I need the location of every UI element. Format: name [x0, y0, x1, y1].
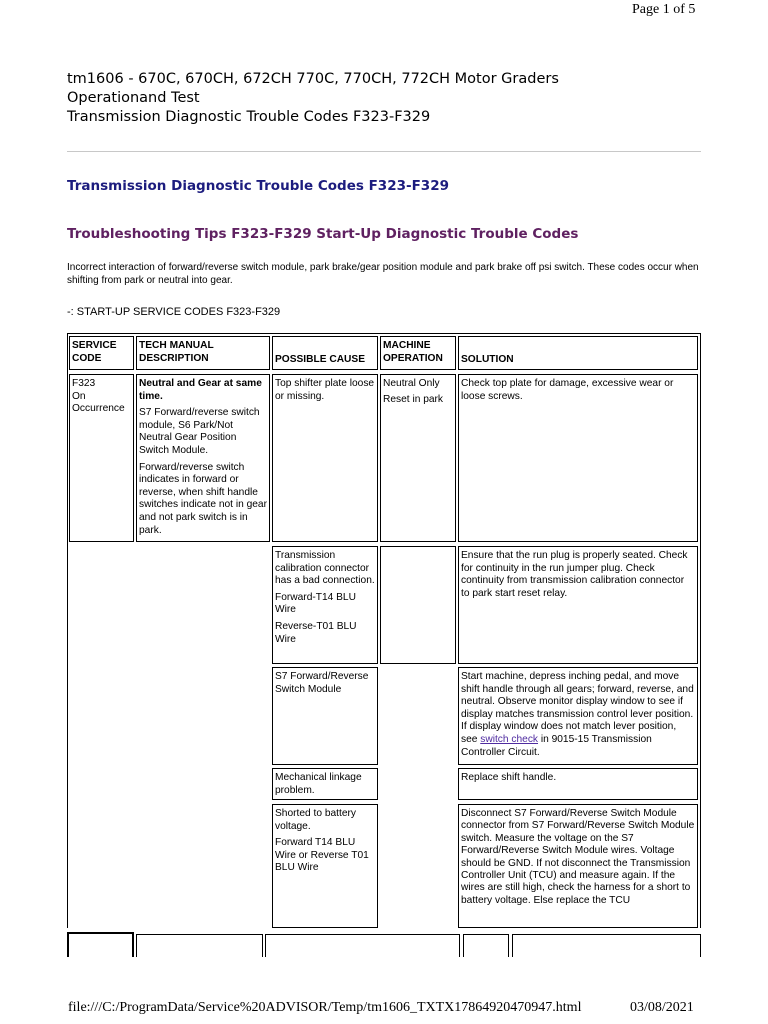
- header-solution: [458, 336, 698, 370]
- intro-paragraph: Incorrect interaction of forward/reverse switch module, park brake/gear position module and park brake off psi switch. These codes occur when shifting from park or neutral into gear.: [67, 262, 699, 286]
- switch-check-link[interactable]: switch check: [480, 733, 539, 745]
- solution-cell: [458, 768, 698, 800]
- title-line: Operationand Test: [67, 90, 200, 106]
- solution-cell: [458, 667, 698, 765]
- table-cell-cutoff: [67, 932, 134, 957]
- solution-text: [461, 671, 695, 759]
- cause-text: Forward-T14 BLU Wire: [275, 591, 356, 616]
- table-cell-cutoff: [512, 934, 701, 957]
- subsection-heading: Troubleshooting Tips F323-F329 Start-Up Diagnostic Trouble Codes: [67, 226, 579, 242]
- header-text: SERVICE: [72, 340, 117, 351]
- solution-text-part: Start machine, depress inching pedal, and move shift handle through all gears; forward, reverse, and neutral. Observe monitor display window to see if display matches transmission control lever position. If display window does not match lever position, see: [461, 671, 694, 745]
- solution-text: Ensure that the run plug is properly seated. Check for continuity in the run jumper plug. Check continuity from transmission calibration connector to park start reset relay.: [461, 550, 688, 599]
- cause-text: Reverse-T01 BLU Wire: [275, 620, 357, 645]
- possible-cause-cell: [272, 804, 378, 928]
- header-machine-operation: [380, 336, 456, 370]
- cause-text: Shorted to battery voltage.: [275, 808, 356, 832]
- possible-cause-cell: [272, 667, 378, 765]
- table-cell-cutoff: [136, 934, 263, 957]
- cause-text: Top shifter plate loose or missing.: [275, 378, 375, 402]
- solution-cell: [458, 374, 698, 542]
- title-line: Transmission Diagnostic Trouble Codes F323-F329: [67, 109, 431, 125]
- solution-text: Check top plate for damage, excessive wear or loose screws.: [461, 378, 674, 402]
- solution-text: Replace shift handle.: [461, 772, 557, 783]
- footer-path: file:///C:/ProgramData/Service%20ADVISOR/Temp/tm1606_TXTX17864920470947.html: [68, 1000, 582, 1015]
- machine-operation-cell: [380, 546, 456, 664]
- header-text: TECH MANUAL: [139, 340, 214, 351]
- service-code: F323: [72, 378, 96, 389]
- divider: [67, 151, 701, 152]
- title-line: tm1606 - 670C, 670CH, 672CH 770C, 770CH, 772CH Motor Graders: [67, 71, 559, 87]
- solution-cell: [458, 546, 698, 664]
- header-text: MACHINE: [383, 340, 431, 351]
- description-text: Forward/reverse switch indicates in forward or reverse, when shift handle switches indicate not in gear and not park switch is in park.: [139, 461, 267, 536]
- header-service-code: [69, 336, 134, 370]
- cause-text: S7 Forward/Reverse Switch Module: [275, 671, 369, 695]
- document-title: [67, 70, 727, 127]
- header-text: CODE: [72, 352, 102, 364]
- possible-cause-cell: [272, 374, 378, 542]
- tech-description-cell: [136, 374, 270, 542]
- page-footer: [68, 1000, 728, 1016]
- header-text: OPERATION: [383, 352, 443, 364]
- header-text: DESCRIPTION: [139, 352, 209, 364]
- operation-text: Neutral Only: [383, 378, 440, 389]
- header-text: SOLUTION: [461, 354, 514, 366]
- section-heading: Transmission Diagnostic Trouble Codes F323-F329: [67, 178, 449, 194]
- machine-operation-cell: [380, 374, 456, 542]
- footer-date: 03/08/2021: [630, 1000, 694, 1015]
- cause-text: Transmission calibration connector has a bad connection.: [275, 550, 375, 587]
- description-text: S7 Forward/reverse switch module, S6 Park/Not Neutral Gear Position Switch Module.: [139, 407, 260, 456]
- service-code-cell: [69, 374, 134, 542]
- table-cell-cutoff: [265, 934, 460, 957]
- operation-text: Reset in park: [383, 393, 444, 405]
- solution-cell: [458, 804, 698, 928]
- service-code-when: On Occurrence: [72, 390, 125, 415]
- description-title: Neutral and Gear at same time.: [139, 378, 262, 402]
- cause-text: Mechanical linkage problem.: [275, 772, 362, 796]
- possible-cause-cell: [272, 768, 378, 800]
- header-text: POSSIBLE CAUSE: [275, 354, 366, 366]
- solution-text: Disconnect S7 Forward/Reverse Switch Module connector from S7 Forward/Reverse Switch Module switch. Measure the voltage on the S7 Forward/Reverse Switch Module wires. Voltage should be GND. If not disconnect the Transmission Controller Unit (TCU) and measure again. If the wires are still high, check the harness for a short to battery voltage. Else replace the TCU: [461, 808, 695, 906]
- solution-text-part: in 9015-15 Transmission Controller Circuit.: [461, 733, 652, 758]
- header-possible-cause: [272, 336, 378, 370]
- cause-text: Forward T14 BLU Wire or Reverse T01 BLU Wire: [275, 837, 369, 874]
- codes-label: -: START-UP SERVICE CODES F323-F329: [67, 306, 281, 318]
- table-cell-cutoff: [463, 934, 509, 957]
- page-number: Page 1 of 5: [632, 2, 696, 17]
- possible-cause-cell: [272, 546, 378, 664]
- header-tech-manual: [136, 336, 270, 370]
